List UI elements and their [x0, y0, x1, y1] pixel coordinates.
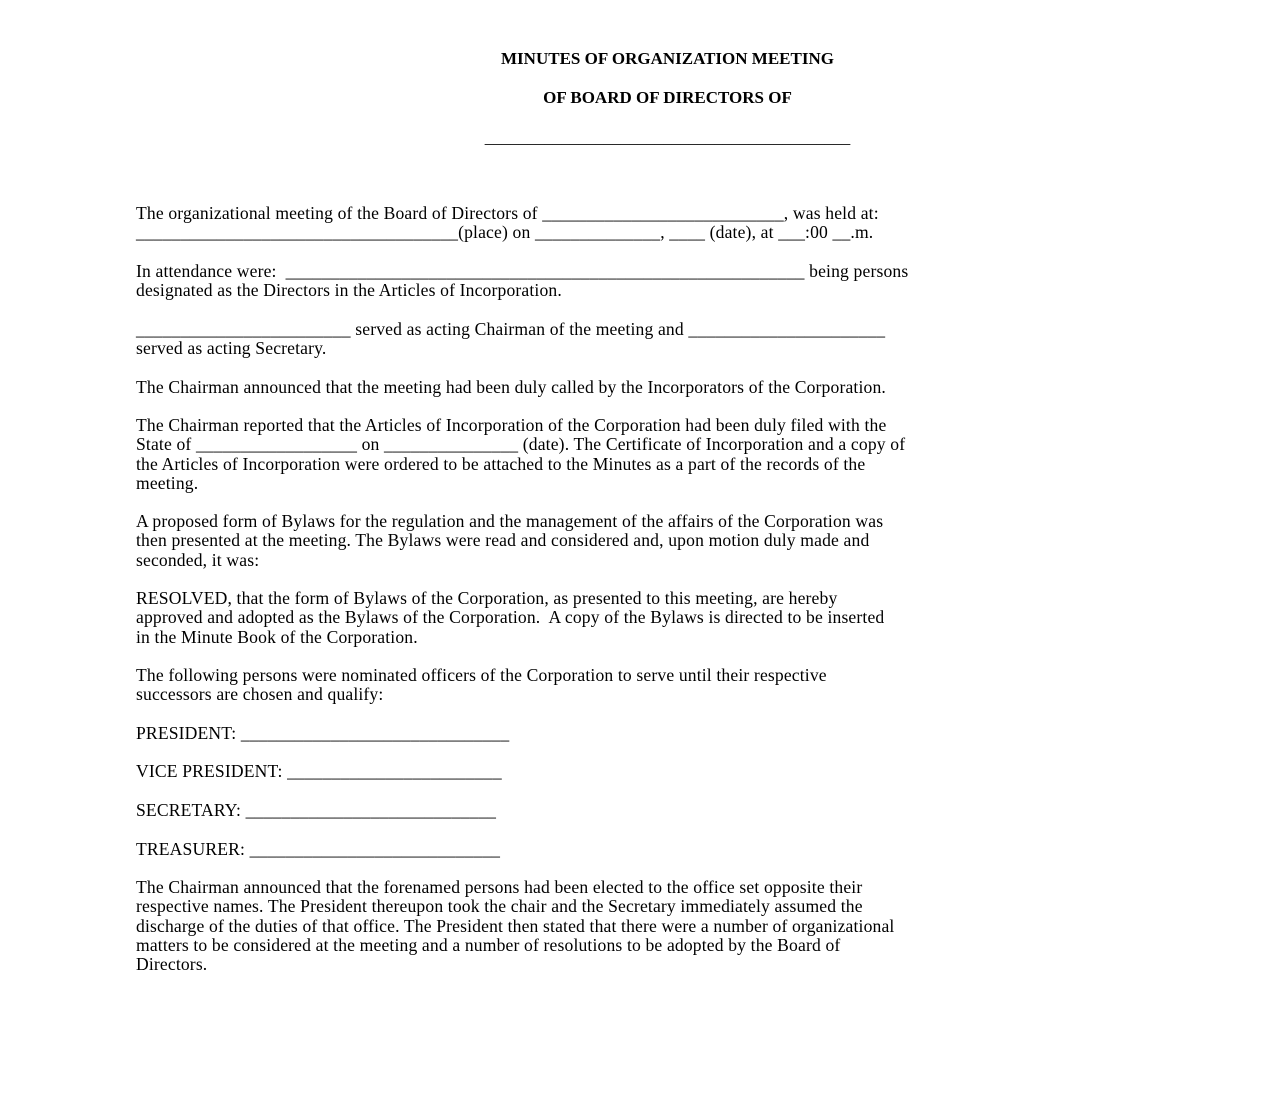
text-line: ________________________ served as acting Chairman of the meeting and ______________________ — [136, 319, 886, 339]
text-line: Directors. — [136, 954, 208, 975]
document-title: MINUTES OF ORGANIZATION MEETING — [501, 49, 834, 68]
text-line: seconded, it was: — [136, 549, 260, 570]
paragraph-resolved — [136, 589, 1216, 647]
paragraph-elected — [136, 878, 1216, 974]
text-line: designated as the Directors in the Articles of Incorporation. — [136, 280, 562, 301]
company-name-blank: ___________________________________________ — [484, 128, 851, 147]
text-line: The following persons were nominated officers of the Corporation to serve until their respective — [136, 665, 827, 685]
text-line: State of __________________ on _______________ (date). The Certificate of Incorporation and a copy of — [136, 434, 906, 455]
text-line: The organizational meeting of the Board of Directors of ___________________________, was held at: — [136, 203, 879, 223]
paragraph-nominations — [136, 666, 1216, 705]
text-line: In attendance were: __________________________________________________________ being persons — [136, 261, 909, 281]
document-subtitle: OF BOARD OF DIRECTORS OF — [543, 88, 792, 107]
text-line: in the Minute Book of the Corporation. — [136, 626, 418, 647]
text-line: discharge of the duties of that office. The President then stated that there were a number of organizational — [136, 915, 895, 936]
text-line: RESOLVED, that the form of Bylaws of the Corporation, as presented to this meeting, are hereby — [136, 588, 838, 608]
paragraph-meeting-held — [136, 204, 1216, 243]
officer-president: PRESIDENT: ______________________________ — [136, 723, 510, 743]
officer-secretary: SECRETARY: ____________________________ — [136, 800, 497, 820]
text-line: The Chairman reported that the Articles of Incorporation of the Corporation had been duly filed with the — [136, 415, 887, 435]
text-line: The Chairman announced that the meeting had been duly called by the Incorporators of the Corporation. — [136, 377, 886, 397]
paragraph-acting-officers — [136, 320, 1216, 359]
text-line: A proposed form of Bylaws for the regulation and the management of the affairs of the Corporation was — [136, 511, 884, 531]
text-line: meeting. — [136, 472, 199, 493]
text-line: served as acting Secretary. — [136, 338, 327, 359]
paragraph-articles-filed — [136, 416, 1216, 493]
text-line: ____________________________________(place) on ______________, ____ (date), at ___:00 __.m. — [136, 222, 874, 243]
paragraph-attendance — [136, 262, 1216, 301]
text-line: then presented at the meeting. The Bylaws were read and considered and, upon motion duly made and — [136, 530, 870, 551]
text-line: successors are chosen and qualify: — [136, 684, 384, 705]
officer-treasurer: TREASURER: ____________________________ — [136, 839, 501, 859]
text-line: matters to be considered at the meeting and a number of resolutions to be adopted by the Board of — [136, 934, 841, 955]
text-line: respective names. The President thereupon took the chair and the Secretary immediately assumed the — [136, 896, 863, 917]
text-line: the Articles of Incorporation were ordered to be attached to the Minutes as a part of the records of the — [136, 453, 866, 474]
officer-vice-president: VICE PRESIDENT: ________________________ — [136, 761, 502, 781]
paragraph-bylaws-presented — [136, 512, 1216, 570]
paragraph-meeting-called — [136, 378, 1216, 397]
text-line: approved and adopted as the Bylaws of the Corporation. A copy of the Bylaws is directed to be inserted — [136, 607, 885, 628]
text-line: The Chairman announced that the forenamed persons had been elected to the office set opposite their — [136, 877, 863, 897]
